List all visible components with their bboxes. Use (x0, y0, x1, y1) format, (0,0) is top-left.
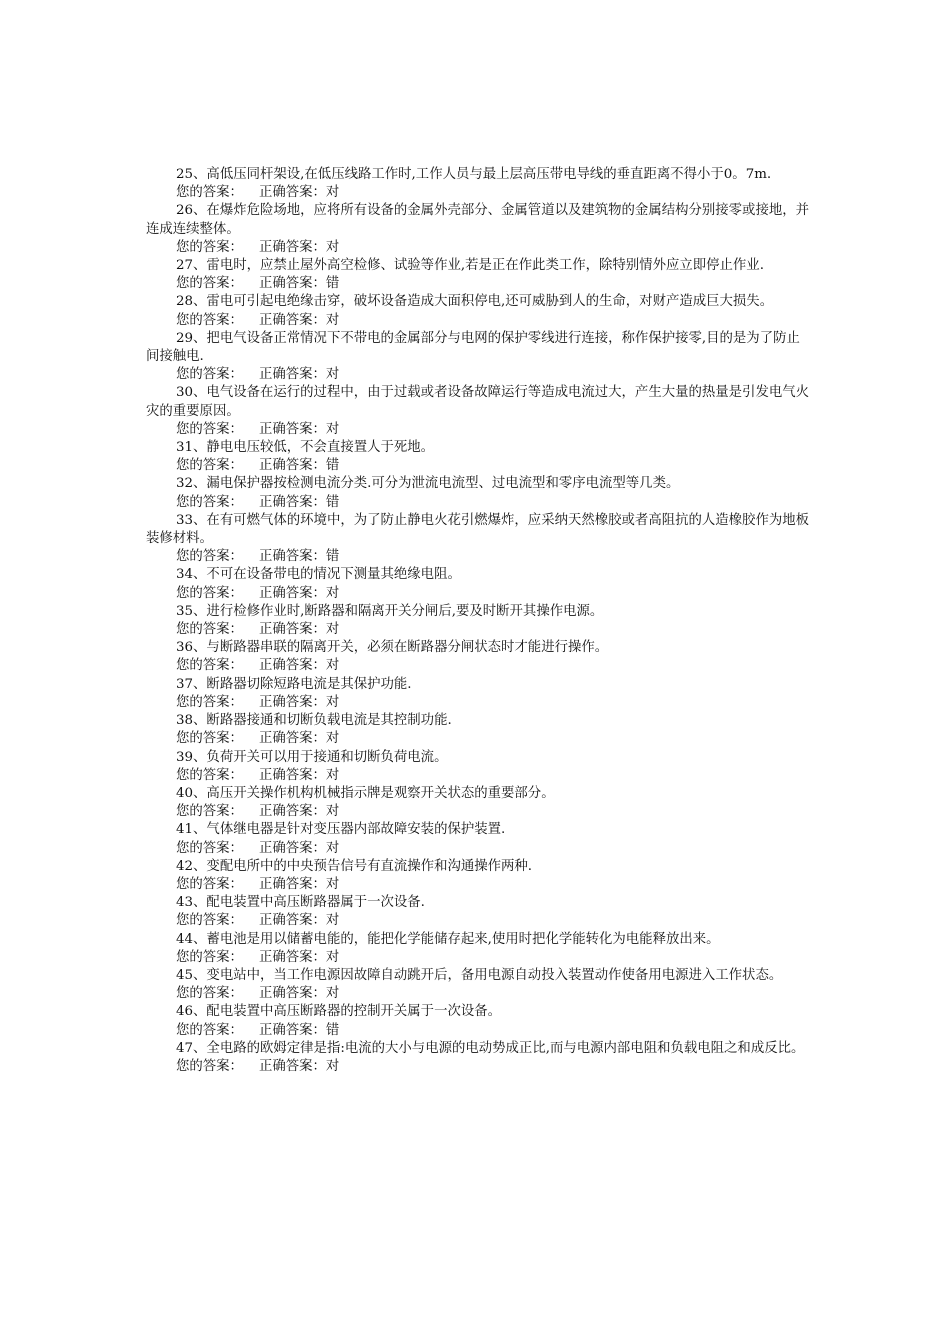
correct-answer-label: 正确答案： (258, 1058, 326, 1074)
correct-answer-value: 错 (325, 1022, 340, 1038)
question-item (146, 166, 810, 202)
question-item (146, 894, 810, 930)
question-text: 37、断路器切除短路电流是其保护功能. (176, 676, 412, 692)
answer-line (146, 494, 810, 512)
question-item (146, 931, 810, 967)
your-answer-label: 您的答案： (176, 549, 243, 565)
your-answer-label: 您的答案： (176, 876, 243, 892)
question-item (146, 639, 810, 675)
question-text: 31、静电电压较低，不会直接置人于死地。 (176, 440, 435, 456)
correct-answer-label: 正确答案： (258, 658, 326, 674)
your-answer-label: 您的答案： (176, 312, 243, 328)
correct-answer-value: 对 (325, 658, 340, 674)
question-text: 30、电气设备在运行的过程中，由于过载或者设备故障运行等造成电流过大，产生大量的热量是引发电气火灾的重要原因。 (146, 385, 810, 419)
question-item (146, 330, 810, 385)
correct-answer-label: 正确答案： (258, 239, 326, 255)
question-text: 46、配电装置中高压断路器的控制开关属于一次设备。 (176, 1004, 502, 1020)
correct-answer-label: 正确答案： (258, 767, 326, 783)
your-answer-label: 您的答案： (176, 276, 243, 292)
question-item (146, 384, 810, 439)
question-text: 41、气体继电器是针对变压器内部故障安装的保护装置. (176, 822, 506, 838)
correct-answer-value: 对 (325, 622, 340, 638)
answer-line (146, 421, 810, 439)
answer-line (146, 840, 810, 858)
your-answer-label: 您的答案： (176, 840, 243, 856)
correct-answer-value: 对 (325, 913, 340, 929)
correct-answer-value: 对 (325, 840, 340, 856)
answer-line (146, 312, 810, 330)
question-text: 36、与断路器串联的隔离开关，必须在断路器分闸状态时才能进行操作。 (176, 640, 609, 656)
question-item (146, 749, 810, 785)
your-answer-label: 您的答案： (176, 731, 243, 747)
correct-answer-label: 正确答案： (258, 1022, 326, 1038)
correct-answer-value: 对 (325, 1058, 340, 1074)
answer-line (146, 657, 810, 675)
correct-answer-label: 正确答案： (258, 367, 326, 383)
question-item (146, 712, 810, 748)
question-text: 26、在爆炸危险场地，应将所有设备的金属外壳部分、金属管道以及建筑物的金属结构分别接零或接地，并连成连续整体。 (146, 203, 810, 237)
correct-answer-value: 错 (325, 494, 340, 510)
your-answer-label: 您的答案： (176, 658, 243, 674)
answer-line (146, 876, 810, 894)
answer-line (146, 912, 810, 930)
your-answer-label: 您的答案： (176, 1022, 243, 1038)
question-text: 33、在有可燃气体的环境中，为了防止静电火花引燃爆炸，应采纳天然橡胶或者高阻抗的人造橡胶作为地板装修材料。 (146, 512, 810, 547)
answer-line (146, 949, 810, 967)
correct-answer-value: 错 (325, 458, 340, 474)
correct-answer-value: 对 (325, 694, 340, 710)
your-answer-label: 您的答案： (176, 185, 243, 201)
your-answer-label: 您的答案： (176, 421, 243, 437)
correct-answer-value: 错 (325, 549, 340, 565)
correct-answer-label: 正确答案： (258, 585, 326, 601)
correct-answer-value: 对 (325, 585, 340, 601)
question-text: 28、雷电可引起电绝缘击穿，破坏设备造成大面积停电,还可威胁到人的生命，对财产造成巨大损失。 (176, 294, 774, 310)
question-text: 27、雷电时，应禁止屋外高空检修、试验等作业,若是正在作此类工作，除特别情外应立即停止作业. (176, 258, 764, 274)
correct-answer-label: 正确答案： (258, 876, 326, 892)
answer-line (146, 621, 810, 639)
question-item (146, 858, 810, 894)
your-answer-label: 您的答案： (176, 913, 243, 929)
correct-answer-label: 正确答案： (258, 622, 326, 638)
correct-answer-label: 正确答案： (258, 458, 326, 474)
correct-answer-label: 正确答案： (258, 312, 326, 328)
correct-answer-label: 正确答案： (258, 731, 326, 747)
your-answer-label: 您的答案： (176, 494, 243, 510)
answer-line (146, 366, 810, 384)
question-text: 44、蓄电池是用以储蓄电能的，能把化学能储存起来,使用时把化学能转化为电能释放出来。 (176, 931, 720, 947)
question-item (146, 566, 810, 602)
question-item (146, 785, 810, 821)
answer-line (146, 548, 810, 566)
question-list (146, 166, 810, 1076)
your-answer-label: 您的答案： (176, 239, 243, 255)
correct-answer-value: 对 (325, 949, 340, 965)
correct-answer-label: 正确答案： (258, 421, 326, 437)
correct-answer-value: 对 (325, 312, 340, 328)
question-text: 45、变电站中，当工作电源因故障自动跳开后，备用电源自动投入装置动作使备用电源进入工作状态。 (176, 967, 783, 983)
correct-answer-label: 正确答案： (258, 913, 326, 929)
correct-answer-label: 正确答案： (258, 694, 326, 710)
correct-answer-value: 对 (325, 239, 340, 255)
question-text: 47、全电路的欧姆定律是指:电流的大小与电源的电动势成正比,而与电源内部电阻和负载电阻之和成反比。 (176, 1040, 805, 1056)
question-text: 39、负荷开关可以用于接通和切断负荷电流。 (176, 749, 448, 765)
correct-answer-value: 对 (325, 367, 340, 383)
answer-line (146, 184, 810, 202)
correct-answer-label: 正确答案： (258, 840, 326, 856)
correct-answer-value: 对 (325, 804, 340, 820)
answer-line (146, 1022, 810, 1040)
question-item (146, 603, 810, 639)
correct-answer-label: 正确答案： (258, 276, 326, 292)
your-answer-label: 您的答案： (176, 622, 243, 638)
question-item (146, 676, 810, 712)
your-answer-label: 您的答案： (176, 694, 243, 710)
question-item (146, 202, 810, 257)
question-item (146, 257, 810, 293)
answer-line (146, 730, 810, 748)
your-answer-label: 您的答案： (176, 804, 243, 820)
answer-line (146, 1058, 810, 1076)
correct-answer-label: 正确答案： (258, 549, 326, 565)
correct-answer-value: 对 (325, 986, 340, 1002)
question-item (146, 439, 810, 475)
question-text: 32、漏电保护器按检测电流分类.可分为泄流电流型、过电流型和零序电流型等几类。 (176, 476, 680, 492)
your-answer-label: 您的答案： (176, 767, 243, 783)
correct-answer-value: 对 (325, 731, 340, 747)
question-text: 34、不可在设备带电的情况下测量其绝缘电阻。 (176, 567, 461, 583)
question-item (146, 475, 810, 511)
your-answer-label: 您的答案： (176, 367, 243, 383)
correct-answer-label: 正确答案： (258, 986, 326, 1002)
question-item (146, 1003, 810, 1039)
question-item (146, 512, 810, 567)
question-text: 42、变配电所中的中央预告信号有直流操作和沟通操作两种. (176, 858, 533, 874)
question-item (146, 821, 810, 857)
answer-line (146, 585, 810, 603)
question-text: 43、配电装置中高压断路器属于一次设备. (176, 895, 425, 911)
question-text: 29、把电气设备正常情况下不带电的金属部分与电网的保护零线进行连接，称作保护接零,目的是为了防止间接触电. (146, 330, 800, 365)
correct-answer-label: 正确答案： (258, 185, 326, 201)
correct-answer-label: 正确答案： (258, 494, 326, 510)
your-answer-label: 您的答案： (176, 458, 243, 474)
question-item (146, 967, 810, 1003)
correct-answer-value: 对 (325, 185, 340, 201)
correct-answer-label: 正确答案： (258, 949, 326, 965)
question-item (146, 1040, 810, 1076)
your-answer-label: 您的答案： (176, 986, 243, 1002)
your-answer-label: 您的答案： (176, 1058, 243, 1074)
answer-line (146, 985, 810, 1003)
answer-line (146, 767, 810, 785)
answer-line (146, 275, 810, 293)
question-text: 40、高压开关操作机构机械指示牌是观察开关状态的重要部分。 (176, 785, 555, 801)
correct-answer-value: 对 (325, 767, 340, 783)
question-text: 25、高低压同杆架设,在低压线路工作时,工作人员与最上层高压带电导线的垂直距离不得小于0。7m. (176, 167, 772, 182)
correct-answer-value: 错 (325, 276, 340, 292)
question-item (146, 293, 810, 329)
question-text: 38、断路器接通和切断负载电流是其控制功能. (176, 713, 452, 729)
correct-answer-value: 对 (325, 876, 340, 892)
question-text: 35、进行检修作业时,断路器和隔离开关分闸后,要及时断开其操作电源。 (176, 603, 604, 619)
your-answer-label: 您的答案： (176, 949, 243, 965)
answer-line (146, 457, 810, 475)
answer-line (146, 239, 810, 257)
correct-answer-label: 正确答案： (258, 804, 326, 820)
answer-line (146, 803, 810, 821)
answer-line (146, 694, 810, 712)
correct-answer-value: 对 (325, 421, 340, 437)
your-answer-label: 您的答案： (176, 585, 243, 601)
